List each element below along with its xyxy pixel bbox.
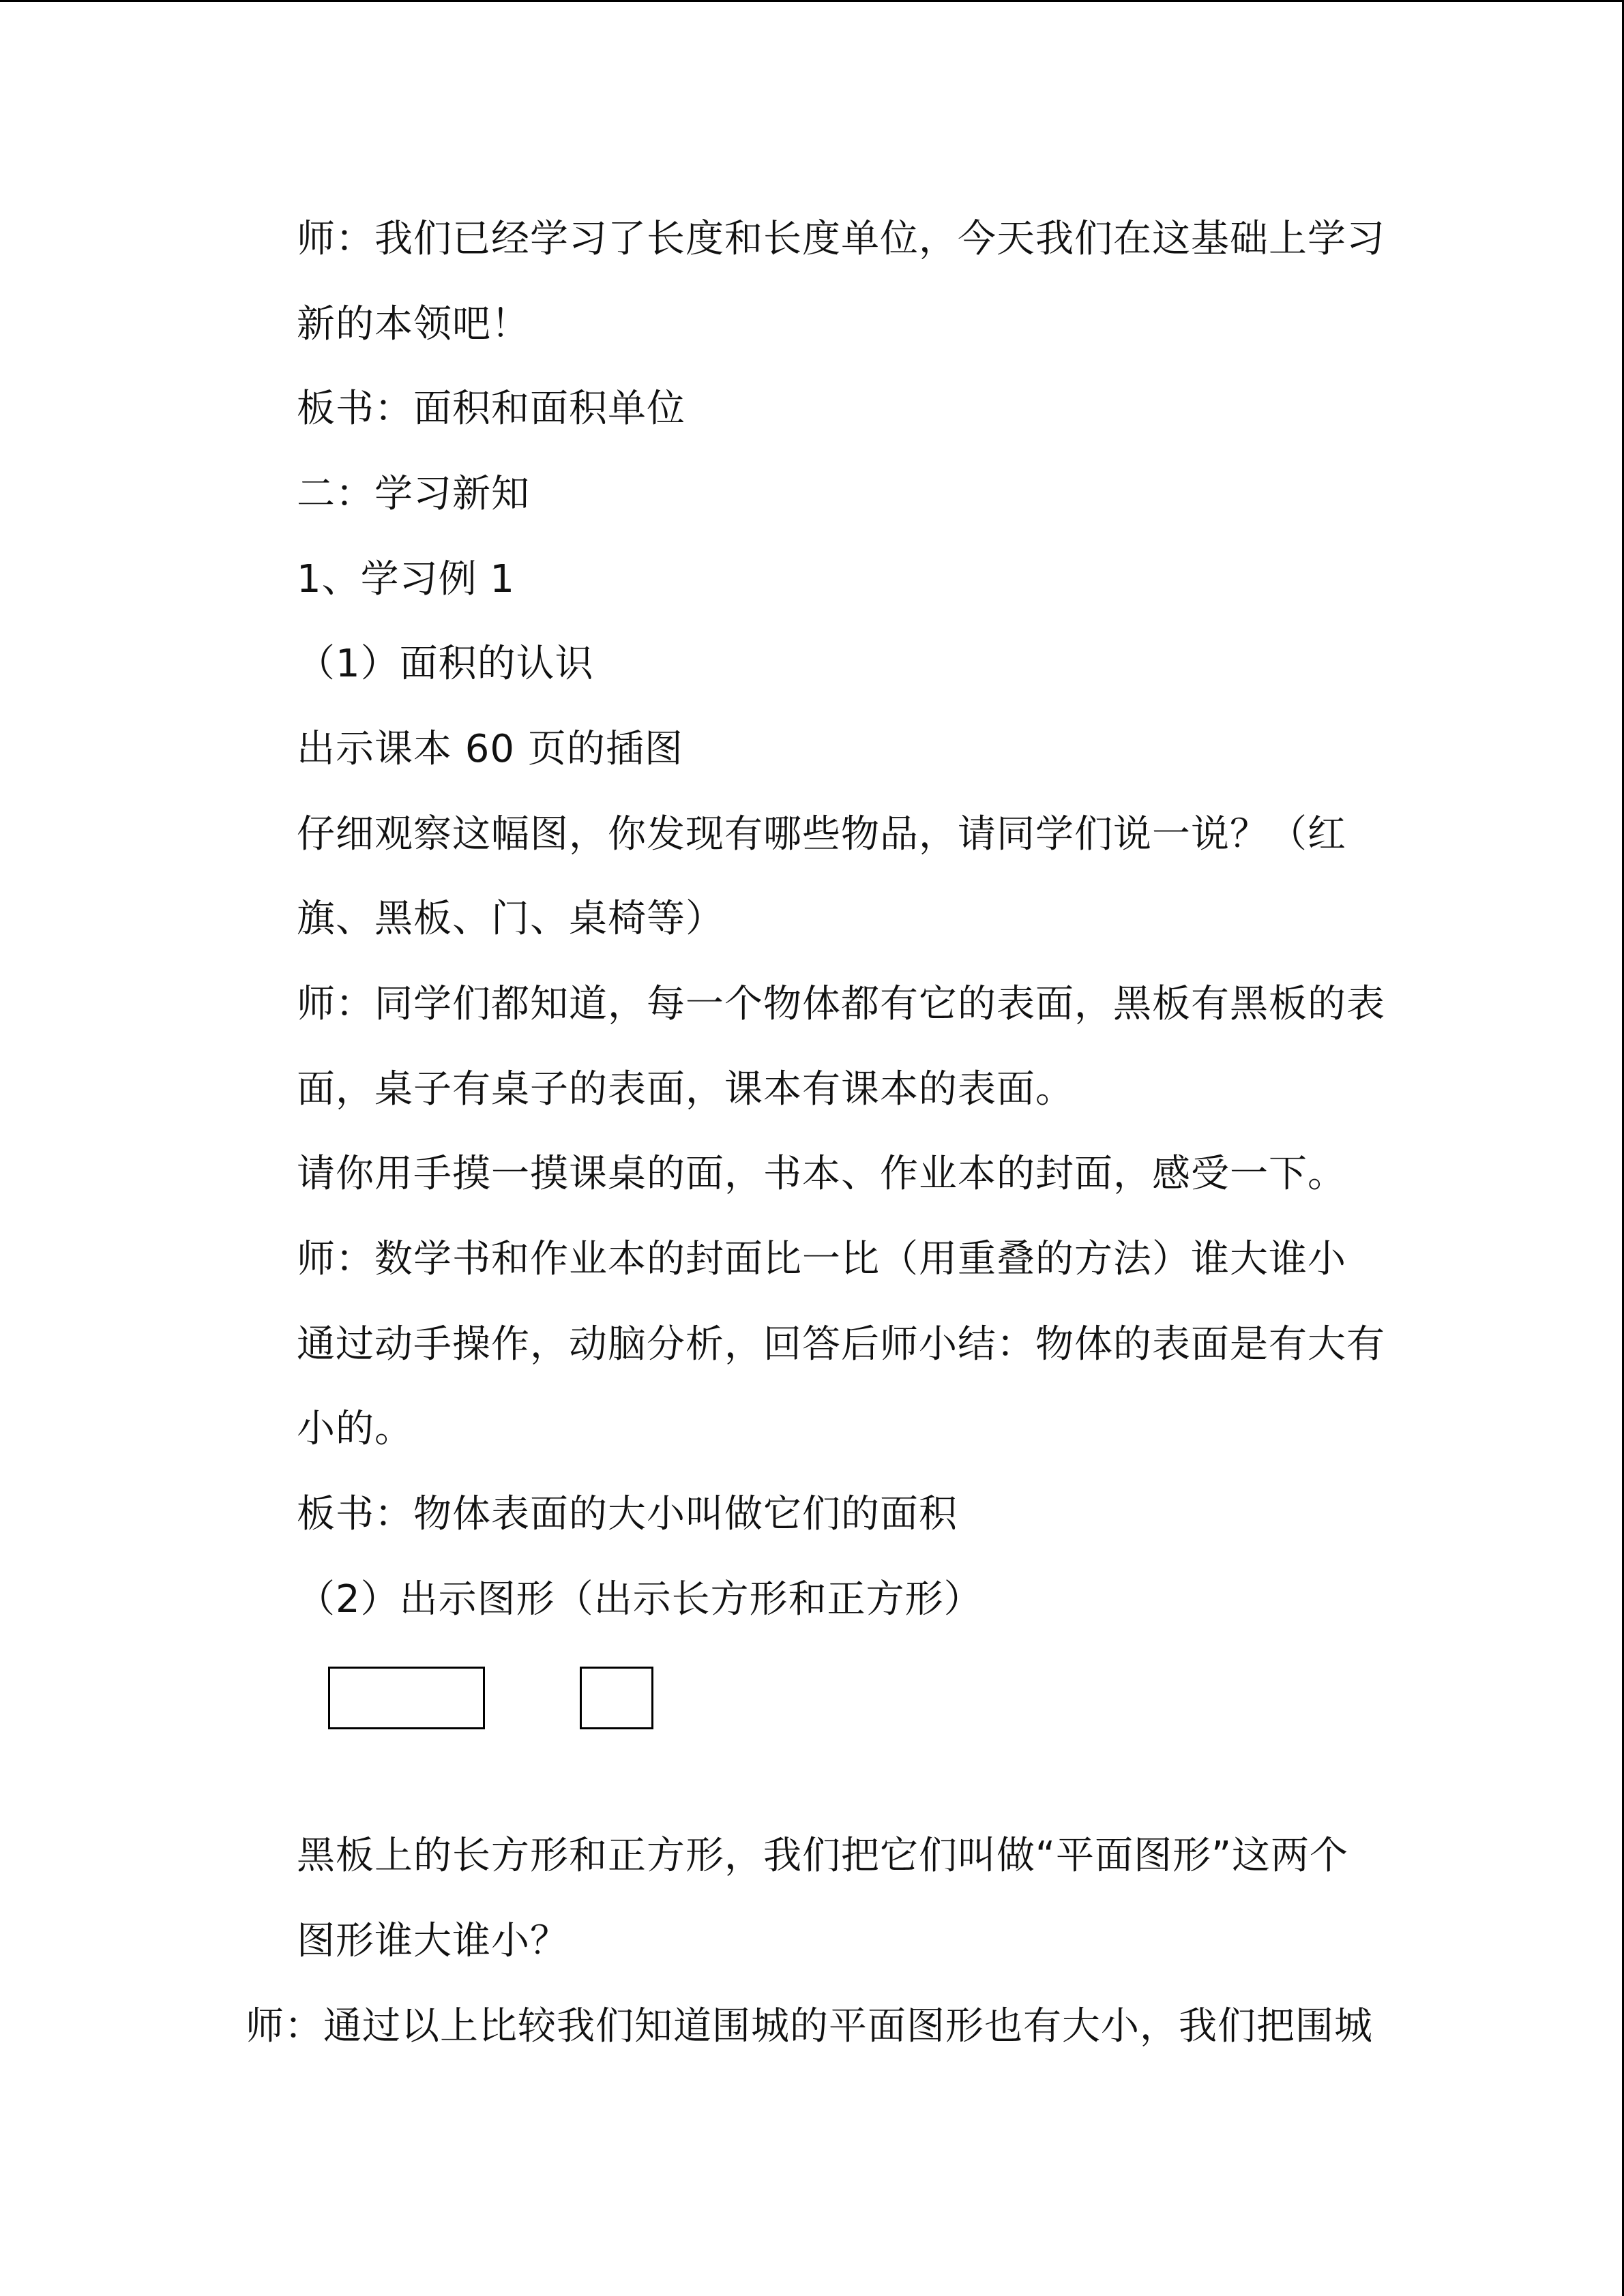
text-line: 黑板上的长方形和正方形，我们把它们叫做“平面图形”这两个 bbox=[297, 1834, 1349, 1878]
text-line: 图形谁大谁小？ bbox=[297, 1919, 569, 1963]
text-line: 出示课本 60 页的插图 bbox=[297, 727, 683, 771]
text-line: 面，桌子有桌子的表面，课本有课本的表面。 bbox=[297, 1067, 1074, 1112]
text-line: 旗、黑板、门、桌椅等） bbox=[297, 897, 724, 941]
text-line: 新的本领吧！ bbox=[297, 302, 530, 346]
text-line: 请你用手摸一摸课桌的面，书本、作业本的封面，感受一下。 bbox=[297, 1152, 1346, 1196]
page-top-border bbox=[0, 0, 1624, 2]
text-line: 师：通过以上比较我们知道围城的平面图形也有大小，我们把围城 bbox=[246, 2004, 1373, 2048]
text-line: （1）面积的认识 bbox=[297, 642, 594, 686]
text-line: 师：我们已经学习了长度和长度单位，今天我们在这基础上学习 bbox=[297, 217, 1385, 261]
text-line: 二：学习新知 bbox=[297, 472, 530, 516]
square-figure bbox=[580, 1667, 653, 1729]
text-line: 板书：面积和面积单位 bbox=[297, 387, 685, 431]
text-line: （2）出示图形（出示长方形和正方形） bbox=[297, 1577, 983, 1622]
text-line: 通过动手操作，动脑分析，回答后师小结：物体的表面是有大有 bbox=[297, 1322, 1385, 1367]
text-line: 1、学习例 1 bbox=[297, 557, 516, 601]
rectangle-figure bbox=[328, 1667, 485, 1729]
text-line: 师：数学书和作业本的封面比一比（用重叠的方法）谁大谁小 bbox=[297, 1237, 1346, 1281]
text-line: 仔细观察这幅图，你发现有哪些物品，请同学们说一说？（红 bbox=[297, 812, 1346, 856]
text-line: 板书：物体表面的大小叫做它们的面积 bbox=[297, 1492, 958, 1536]
text-line: 小的。 bbox=[297, 1407, 413, 1451]
text-line: 师：同学们都知道，每一个物体都有它的表面，黑板有黑板的表 bbox=[297, 982, 1385, 1026]
